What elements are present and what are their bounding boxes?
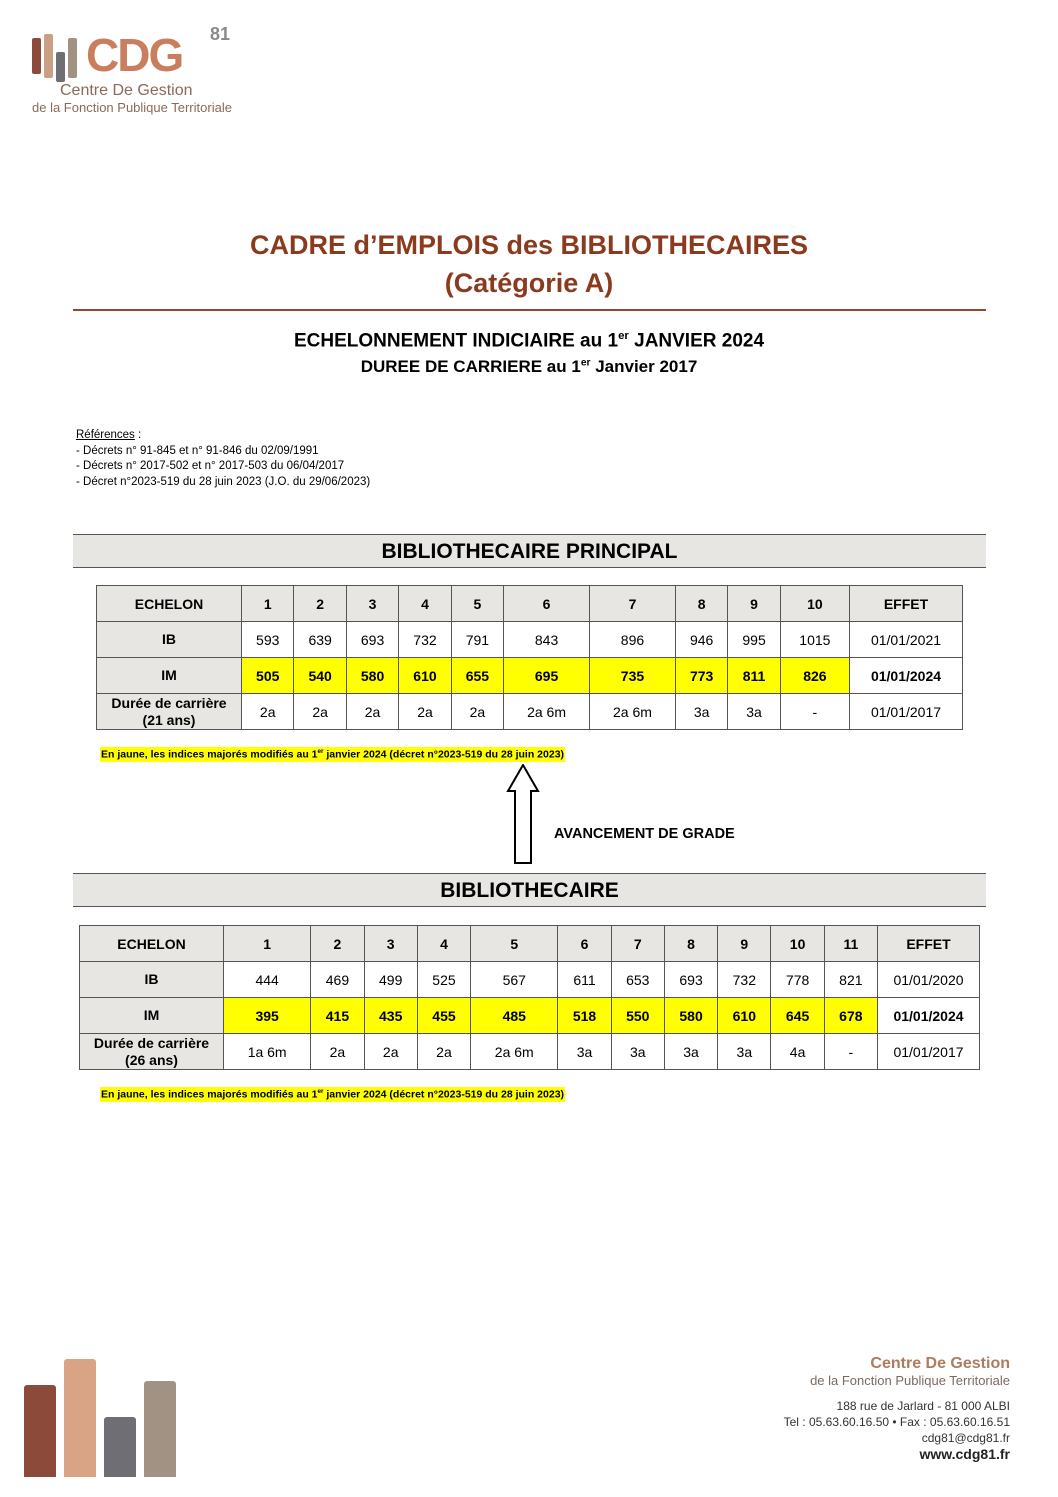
table-cell: 2a	[346, 694, 398, 730]
table-cell: 693	[346, 622, 398, 658]
table-cell-highlighted: 455	[417, 998, 470, 1034]
table-cell-highlighted: 645	[771, 998, 824, 1034]
reference-item: - Décrets n° 2017-502 et n° 2017-503 du 06/04/2017	[76, 460, 345, 472]
table-cell-highlighted: 610	[399, 658, 451, 694]
table-cell: 653	[611, 962, 664, 998]
page-title-category: (Catégorie A)	[444, 268, 614, 298]
table-bibliothecaire-principal	[96, 585, 963, 730]
table-cell: 3a	[558, 1034, 611, 1070]
table-cell: 1a 6m	[224, 1034, 311, 1070]
footer-bar-3	[104, 1417, 136, 1477]
table-cell: 3a	[718, 1034, 771, 1070]
table-row-duree	[97, 694, 963, 730]
footer-contact	[784, 1355, 1010, 1462]
table-cell: 3a	[611, 1034, 664, 1070]
logo-brand: CDG	[86, 29, 183, 81]
footer-address: 188 rue de Jarlard - 81 000 ALBI	[836, 1399, 1010, 1413]
table-cell: 525	[417, 962, 470, 998]
col-header: ECHELON	[80, 926, 224, 962]
table-cell-highlighted: 395	[224, 998, 311, 1034]
table-cell-effet: 01/01/2020	[878, 962, 980, 998]
table-cell-highlighted: 415	[311, 998, 364, 1034]
table-cell: 693	[664, 962, 717, 998]
table-row-ib	[80, 962, 980, 998]
logo-number: 81	[210, 24, 231, 44]
footer-bar-4	[144, 1381, 176, 1477]
col-header: 5	[471, 926, 558, 962]
table-cell-highlighted: 826	[780, 658, 849, 694]
table-cell-effet: 01/01/2024	[878, 998, 980, 1034]
table-cell: 4a	[771, 1034, 824, 1070]
footer-bar-1	[24, 1385, 56, 1477]
row-label: IB	[80, 962, 224, 998]
table-cell-highlighted: 540	[294, 658, 346, 694]
logo-bar-4	[68, 38, 77, 78]
table-cell-highlighted: 655	[451, 658, 503, 694]
footer-bar-2	[64, 1359, 96, 1477]
row-label: IM	[80, 998, 224, 1034]
footer-org-name: Centre De Gestion	[870, 1355, 1010, 1372]
cdg81-logo	[28, 22, 248, 122]
table-cell: 567	[471, 962, 558, 998]
avancement-label: AVANCEMENT DE GRADE	[554, 826, 735, 842]
table-cell-highlighted: 580	[346, 658, 398, 694]
row-label: Durée de carrière (21 ans)	[97, 694, 242, 730]
footer-org-subtitle: de la Fonction Publique Territoriale	[810, 1373, 1010, 1388]
col-header: 3	[346, 586, 398, 622]
table-cell: 469	[311, 962, 364, 998]
table-cell-highlighted: 610	[718, 998, 771, 1034]
reference-item: - Décret n°2023-519 du 28 juin 2023 (J.O. du 29/06/2023)	[76, 475, 371, 488]
row-label: IB	[97, 622, 242, 658]
table-cell: 821	[824, 962, 877, 998]
table-cell: 593	[242, 622, 294, 658]
table-row-duree	[80, 1034, 980, 1070]
table-cell: 1015	[780, 622, 849, 658]
col-header: 7	[611, 926, 664, 962]
table-cell: 3a	[728, 694, 780, 730]
col-header: 7	[590, 586, 676, 622]
table-cell: 3a	[675, 694, 727, 730]
col-header: 3	[364, 926, 417, 962]
table-header-row	[80, 926, 980, 962]
table-cell-highlighted: 678	[824, 998, 877, 1034]
table-row-im	[80, 998, 980, 1034]
col-header: 10	[771, 926, 824, 962]
table-cell-highlighted: 811	[728, 658, 780, 694]
table-cell-highlighted: 695	[504, 658, 590, 694]
table-cell: 2a	[451, 694, 503, 730]
table-cell: 2a 6m	[504, 694, 590, 730]
table-cell: 732	[399, 622, 451, 658]
col-header: 2	[311, 926, 364, 962]
page-title: CADRE d’EMPLOIS des BIBLIOTHECAIRES	[249, 230, 809, 260]
table-cell: 2a	[242, 694, 294, 730]
table-cell: 611	[558, 962, 611, 998]
table-cell: -	[780, 694, 849, 730]
table-row-ib	[97, 622, 963, 658]
col-header: 9	[728, 586, 780, 622]
col-header: 11	[824, 926, 877, 962]
table-cell-effet: 01/01/2021	[850, 622, 963, 658]
highlight-note: En jaune, les indices majorés modifiés au 1er janvier 2024 (décret n°2023-519 du 28 juin 2023)	[101, 1088, 565, 1101]
table-cell: 843	[504, 622, 590, 658]
col-header: EFFET	[850, 586, 963, 622]
reference-item: - Décrets n° 91-845 et n° 91-846 du 02/09/1991	[76, 444, 319, 457]
col-header: EFFET	[878, 926, 980, 962]
col-header: 8	[664, 926, 717, 962]
logo-line1: Centre De Gestion	[60, 82, 193, 99]
table-cell: 499	[364, 962, 417, 998]
logo-bar-1	[32, 38, 41, 74]
footer-phone: Tel : 05.63.60.16.50 • Fax : 05.63.60.16.51	[783, 1415, 1010, 1429]
table-cell: 995	[728, 622, 780, 658]
table-cell: 791	[451, 622, 503, 658]
table-cell-highlighted: 550	[611, 998, 664, 1034]
logo-bar-3	[56, 52, 65, 82]
col-header: 1	[224, 926, 311, 962]
col-header: 6	[504, 586, 590, 622]
table-cell: 2a	[399, 694, 451, 730]
table-cell-highlighted: 435	[364, 998, 417, 1034]
table-cell: 2a	[417, 1034, 470, 1070]
table-cell: -	[824, 1034, 877, 1070]
table-cell-highlighted: 505	[242, 658, 294, 694]
col-header: 10	[780, 586, 849, 622]
references-label: Références :	[76, 429, 142, 441]
table-cell: 778	[771, 962, 824, 998]
table-cell-effet: 01/01/2017	[878, 1034, 980, 1070]
row-label: IM	[97, 658, 242, 694]
table-cell: 639	[294, 622, 346, 658]
row-label: Durée de carrière (26 ans)	[80, 1034, 224, 1070]
table-cell-highlighted: 518	[558, 998, 611, 1034]
footer-website[interactable]: www.cdg81.fr	[919, 1446, 1010, 1462]
col-header: 2	[294, 586, 346, 622]
table-cell-highlighted: 580	[664, 998, 717, 1034]
section-header-bibliothecaire: BIBLIOTHECAIRE	[73, 873, 986, 907]
table-cell: 2a 6m	[471, 1034, 558, 1070]
table-cell-effet: 01/01/2017	[850, 694, 963, 730]
table-cell-effet: 01/01/2024	[850, 658, 963, 694]
highlight-note: En jaune, les indices majorés modifiés au 1er janvier 2024 (décret n°2023-519 du 28 juin 2023)	[101, 748, 565, 761]
table-cell-highlighted: 773	[675, 658, 727, 694]
table-cell: 946	[675, 622, 727, 658]
table-bibliothecaire	[79, 925, 980, 1070]
table-header-row	[97, 586, 963, 622]
col-header: 8	[675, 586, 727, 622]
col-header: 4	[399, 586, 451, 622]
section-header-principal: BIBLIOTHECAIRE PRINCIPAL	[73, 534, 986, 568]
table-cell: 2a	[364, 1034, 417, 1070]
col-header: 5	[451, 586, 503, 622]
footer-email[interactable]: cdg81@cdg81.fr	[921, 1431, 1010, 1445]
references	[76, 428, 370, 490]
logo-bar-2	[44, 34, 53, 78]
table-cell: 732	[718, 962, 771, 998]
footer-logo-bars	[22, 1355, 182, 1477]
table-cell-highlighted: 485	[471, 998, 558, 1034]
arrow-up-icon	[506, 764, 540, 864]
col-header: ECHELON	[97, 586, 242, 622]
table-cell-highlighted: 735	[590, 658, 676, 694]
col-header: 6	[558, 926, 611, 962]
subtitle-duree: DUREE DE CARRIERE au 1er Janvier 2017	[360, 357, 698, 376]
table-cell: 3a	[664, 1034, 717, 1070]
col-header: 9	[718, 926, 771, 962]
logo-line2: de la Fonction Publique Territoriale	[32, 100, 232, 115]
table-cell: 2a	[294, 694, 346, 730]
table-cell: 444	[224, 962, 311, 998]
col-header: 1	[242, 586, 294, 622]
table-cell: 2a 6m	[590, 694, 676, 730]
title-divider	[73, 309, 986, 311]
table-row-im	[97, 658, 963, 694]
subtitle-echelonnement: ECHELONNEMENT INDICIAIRE au 1er JANVIER 2024	[293, 330, 765, 352]
table-cell: 896	[590, 622, 676, 658]
col-header: 4	[417, 926, 470, 962]
table-cell: 2a	[311, 1034, 364, 1070]
